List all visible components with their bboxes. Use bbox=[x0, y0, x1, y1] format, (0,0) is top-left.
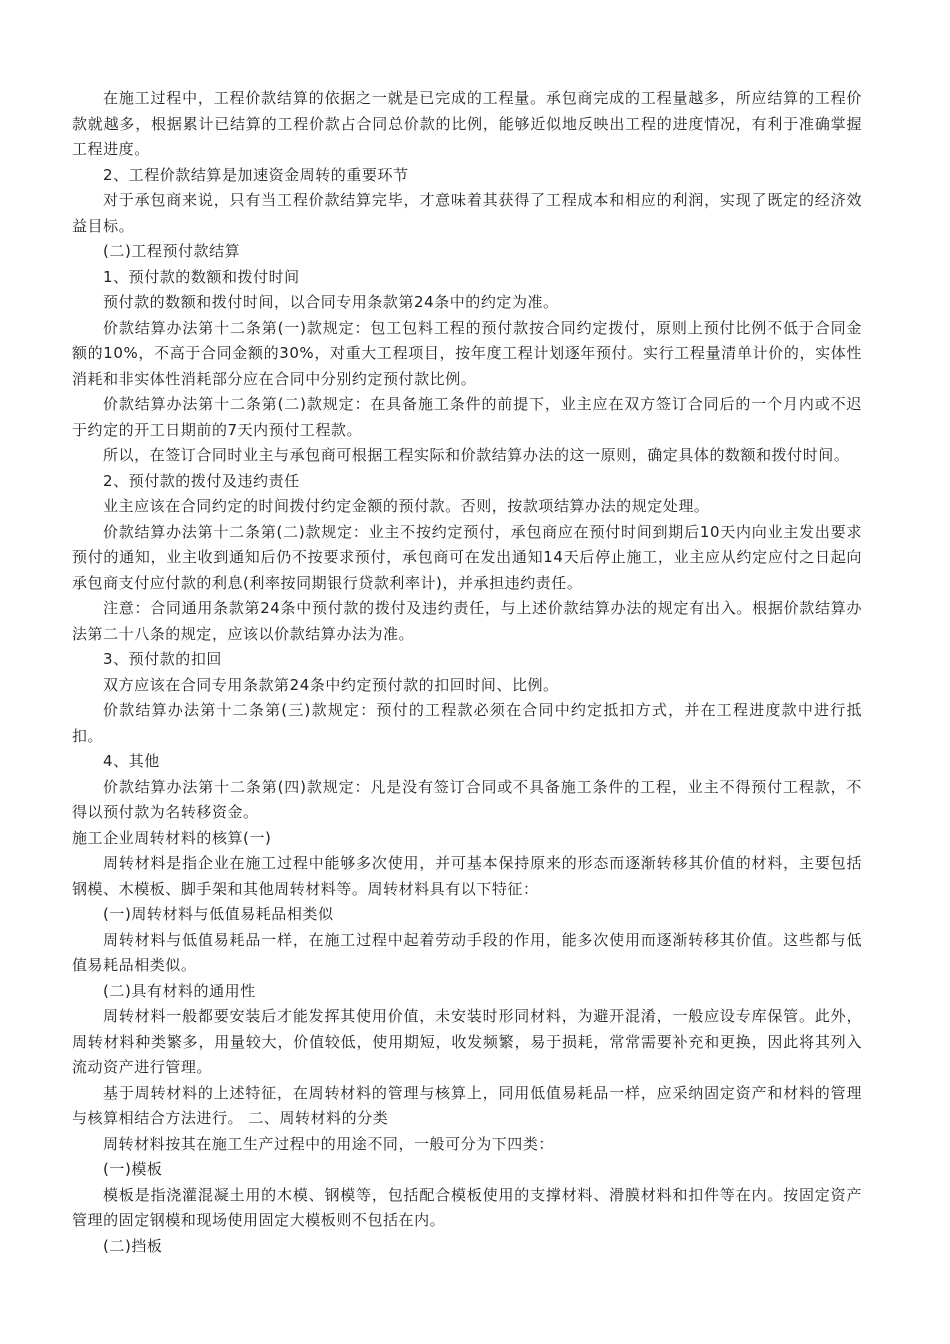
paragraph: 周转材料一般都要安装后才能发挥其使用价值，未安装时形同材料，为避开混淆，一般应设专库保管。此外，周转材料种类繁多，用量较大，价值较低，使用期短，收发频繁，易于损耗，常常需要补充和更换，因此将其列入流动资产进行管理。 bbox=[72, 1007, 862, 1076]
paragraph: (二)具有材料的通用性 bbox=[103, 981, 256, 1000]
paragraph: 对于承包商来说，只有当工程价款结算完毕，才意味着其获得了工程成本和相应的利润，实现了既定的经济效益目标。 bbox=[72, 191, 862, 235]
paragraph: 预付款的数额和拨付时间，以合同专用条款第24条中的约定为准。 bbox=[103, 293, 559, 311]
paragraph: 在施工过程中，工程价款结算的依据之一就是已完成的工程量。承包商完成的工程量越多，所应结算的工程价款就越多，根据累计已结算的工程价款占合同总价款的比例，能够近似地反映出工程的进度情况，有利于准确掌握工程进度。 bbox=[72, 89, 862, 158]
paragraph: 周转材料按其在施工生产过程中的用途不同，一般可分为下四类： bbox=[103, 1134, 554, 1153]
paragraph: 2、工程价款结算是加速资金周转的重要环节 bbox=[103, 165, 409, 184]
document-body bbox=[72, 86, 862, 1259]
paragraph: 4、其他 bbox=[103, 752, 160, 770]
paragraph: 所以，在签订合同时业主与承包商可根据工程实际和价款结算办法的这一原则，确定具体的数额和拨付时间。 bbox=[103, 446, 850, 464]
paragraph: 2、预付款的拨付及违约责任 bbox=[103, 471, 300, 490]
paragraph: 施工企业周转材料的核算(一) bbox=[72, 828, 272, 847]
paragraph: 1、预付款的数额和拨付时间 bbox=[103, 267, 300, 286]
paragraph: 价款结算办法第十二条第(三)款规定：预付的工程款必须在合同中约定抵扣方式，并在工程进度款中进行抵扣。 bbox=[72, 701, 862, 745]
paragraph: 价款结算办法第十二条第(一)款规定：包工包料工程的预付款按合同约定拨付，原则上预付比例不低于合同金额的10%，不高于合同金额的30%，对重大工程项目，按年度工程计划逐年预付。实行工程量清单计价的，实体性消耗和非实体性消耗部分应在合同中分别约定预付款比例。 bbox=[72, 318, 862, 388]
paragraph: 价款结算办法第十二条第(二)款规定：业主不按约定预付，承包商应在预付时间到期后10天内向业主发出要求预付的通知，业主收到通知后仍不按要求预付，承包商可在发出通知14天后停止施工，业主应从约定应付之日起向承包商支付应付款的利息(利率按同期银行贷款利率计)，并承担违约责任。 bbox=[72, 522, 862, 592]
paragraph: 周转材料与低值易耗品一样，在施工过程中起着劳动手段的作用，能多次使用而逐渐转移其价值。这些都与低值易耗品相类似。 bbox=[72, 930, 862, 974]
paragraph: 周转材料是指企业在施工过程中能够多次使用，并可基本保持原来的形态而逐渐转移其价值的材料，主要包括钢模、木模板、脚手架和其他周转材料等。周转材料具有以下特征： bbox=[72, 854, 862, 898]
paragraph: 3、预付款的扣回 bbox=[103, 650, 222, 668]
paragraph: (二)工程预付款结算 bbox=[103, 242, 241, 260]
paragraph: 价款结算办法第十二条第(四)款规定：凡是没有签订合同或不具备施工条件的工程，业主不得预付工程款，不得以预付款为名转移资金。 bbox=[72, 777, 862, 821]
paragraph: (一)模板 bbox=[103, 1160, 163, 1178]
paragraph: 业主应该在合同约定的时间拨付约定金额的预付款。否则，按款项结算办法的规定处理。 bbox=[103, 497, 710, 515]
paragraph: (一)周转材料与低值易耗品相类似 bbox=[103, 905, 334, 923]
paragraph: 基于周转材料的上述特征，在周转材料的管理与核算上，同用低值易耗品一样，应采纳固定资产和材料的管理与核算相结合方法进行。 二、周转材料的分类 bbox=[72, 1083, 862, 1127]
paragraph: 模板是指浇灌混凝土用的木模、钢模等，包括配合模板使用的支撑材料、滑膜材料和扣件等在内。按固定资产管理的固定钢模和现场使用固定大模板则不包括在内。 bbox=[72, 1185, 862, 1229]
paragraph: 价款结算办法第十二条第(二)款规定：在具备施工条件的前提下，业主应在双方签订合同后的一个月内或不迟于约定的开工日期前的7天内预付工程款。 bbox=[72, 395, 862, 439]
paragraph: 双方应该在合同专用条款第24条中约定预付款的扣回时间、比例。 bbox=[103, 675, 559, 694]
paragraph: (二)挡板 bbox=[103, 1236, 163, 1255]
paragraph: 注意：合同通用条款第24条中预付款的拨付及违约责任，与上述价款结算办法的规定有出入。根据价款结算办法第二十八条的规定，应该以价款结算办法为准。 bbox=[72, 599, 862, 643]
